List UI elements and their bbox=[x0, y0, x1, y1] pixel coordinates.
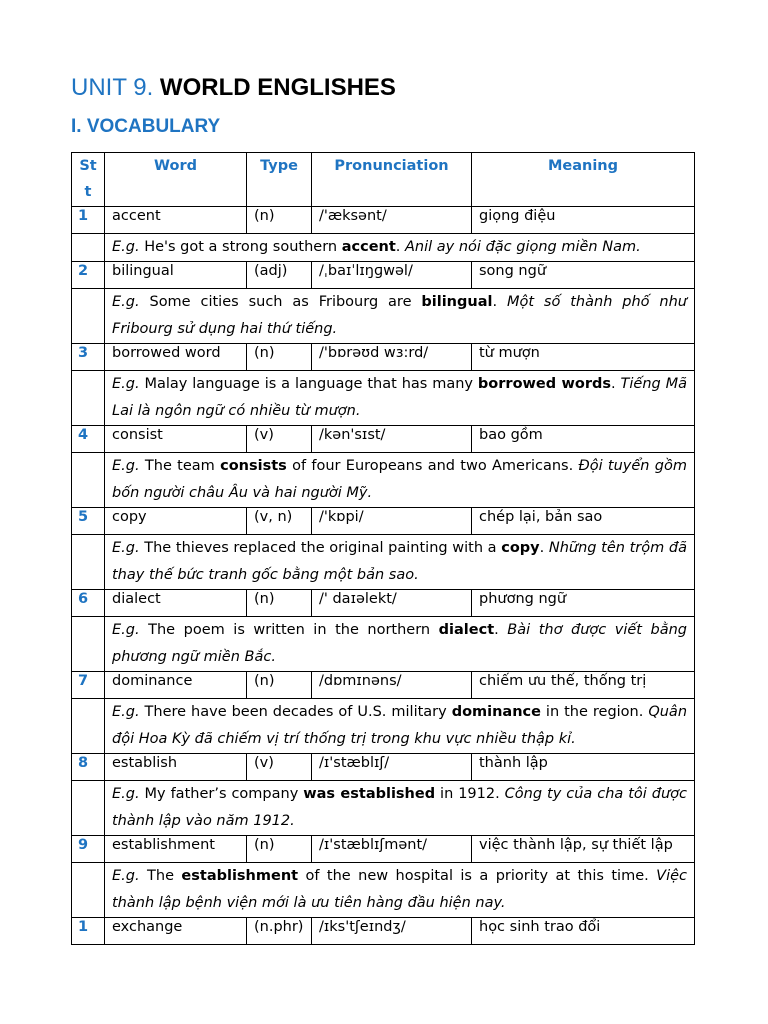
example-text-start: He's got a strong southern bbox=[139, 239, 342, 255]
example-spacer bbox=[72, 371, 105, 426]
example-text-end: of four Europeans and two Americans. bbox=[286, 458, 574, 474]
meaning-cell: bao gồm bbox=[472, 426, 695, 453]
header-type: Type bbox=[247, 153, 312, 207]
header-pronunciation: Pronunciation bbox=[312, 153, 472, 207]
example-prefix: E.g. bbox=[112, 458, 140, 474]
example-prefix: E.g. bbox=[112, 868, 140, 884]
example-keyword: bilingual bbox=[421, 294, 493, 310]
pronunciation-cell: /'æksənt/ bbox=[312, 207, 472, 234]
example-row bbox=[72, 289, 695, 344]
row-number: 5 bbox=[72, 508, 105, 535]
table-row bbox=[72, 672, 695, 699]
row-number: 2 bbox=[72, 262, 105, 289]
example-text-start: The thieves replaced the original painting with a bbox=[139, 540, 502, 556]
header-meaning: Meaning bbox=[472, 153, 695, 207]
row-number: 7 bbox=[72, 672, 105, 699]
row-number: 9 bbox=[72, 836, 105, 863]
unit-name: WORLD ENGLISHES bbox=[159, 74, 396, 101]
example-translation: Một số thành phố như Fribourg sử dụng hai thứ tiếng. bbox=[112, 294, 687, 337]
type-cell: (v) bbox=[247, 426, 312, 453]
row-number: 1 bbox=[72, 207, 105, 234]
example-translation: Quân đội Hoa Kỳ đã chiếm vị trí thống trị trong khu vực nhiều thập kỉ. bbox=[112, 704, 688, 747]
pronunciation-cell: /ˌbaɪˈlɪŋɡwəl/ bbox=[312, 262, 472, 289]
pronunciation-cell: /'kɒpi/ bbox=[312, 508, 472, 535]
word-cell: establishment bbox=[105, 836, 247, 863]
type-cell: (adj) bbox=[247, 262, 312, 289]
type-cell: (v, n) bbox=[247, 508, 312, 535]
type-cell: (v) bbox=[247, 754, 312, 781]
example-keyword: borrowed words bbox=[477, 376, 611, 392]
example-cell bbox=[105, 535, 695, 590]
example-text-end: . bbox=[539, 540, 545, 556]
meaning-cell: song ngữ bbox=[472, 262, 695, 289]
type-cell: (n) bbox=[247, 836, 312, 863]
row-number: 3 bbox=[72, 344, 105, 371]
example-prefix: E.g. bbox=[112, 376, 140, 392]
table-row bbox=[72, 836, 695, 863]
example-keyword: was established bbox=[303, 786, 436, 802]
pronunciation-cell: /ɪ'stæblɪʃmənt/ bbox=[312, 836, 472, 863]
example-translation: Anil ay nói đặc giọng miền Nam. bbox=[400, 239, 641, 255]
word-cell: accent bbox=[105, 207, 247, 234]
example-text-end: . bbox=[611, 376, 616, 392]
example-text-start: Malay language is a language that has many bbox=[139, 376, 478, 392]
example-prefix: E.g. bbox=[112, 786, 140, 802]
example-text-end: in 1912. bbox=[435, 786, 500, 802]
word-cell: exchange bbox=[105, 918, 247, 945]
word-cell: dialect bbox=[105, 590, 247, 617]
row-number: 4 bbox=[72, 426, 105, 453]
row-number: 1 bbox=[72, 918, 105, 945]
word-cell: consist bbox=[105, 426, 247, 453]
example-row bbox=[72, 617, 695, 672]
table-row bbox=[72, 590, 695, 617]
pronunciation-cell: /ɪks'tʃeɪndʒ/ bbox=[312, 918, 472, 945]
type-cell: (n) bbox=[247, 672, 312, 699]
example-spacer bbox=[72, 453, 105, 508]
example-row bbox=[72, 863, 695, 918]
example-text-start: My father’s company bbox=[139, 786, 304, 802]
example-cell bbox=[105, 781, 695, 836]
example-keyword: dialect bbox=[438, 622, 495, 638]
example-cell bbox=[105, 234, 695, 262]
table-row bbox=[72, 207, 695, 234]
section-title: I. VOCABULARY bbox=[71, 116, 221, 137]
example-cell bbox=[105, 617, 695, 672]
example-row bbox=[72, 453, 695, 508]
table-header-row bbox=[72, 153, 695, 207]
row-number: 6 bbox=[72, 590, 105, 617]
example-prefix: E.g. bbox=[112, 540, 140, 556]
pronunciation-cell: /dɒmɪnəns/ bbox=[312, 672, 472, 699]
meaning-cell: học sinh trao đổi bbox=[472, 918, 695, 945]
example-text-end: . bbox=[494, 622, 499, 638]
example-translation: Những tên trộm đã thay thế bức tranh gốc bằng một bản sao. bbox=[112, 540, 688, 583]
example-row bbox=[72, 699, 695, 754]
example-keyword: dominance bbox=[451, 704, 541, 720]
example-text-start: The poem is written in the northern bbox=[139, 622, 439, 638]
table-row bbox=[72, 508, 695, 535]
meaning-cell: giọng điệu bbox=[472, 207, 695, 234]
example-spacer bbox=[72, 699, 105, 754]
example-prefix: E.g. bbox=[112, 239, 140, 255]
example-keyword: establishment bbox=[181, 868, 299, 884]
meaning-cell: thành lập bbox=[472, 754, 695, 781]
meaning-cell: từ mượn bbox=[472, 344, 695, 371]
pronunciation-cell: /' daɪəlekt/ bbox=[312, 590, 472, 617]
header-word: Word bbox=[105, 153, 247, 207]
row-number: 8 bbox=[72, 754, 105, 781]
example-spacer bbox=[72, 617, 105, 672]
type-cell: (n) bbox=[247, 590, 312, 617]
example-spacer bbox=[72, 234, 105, 262]
pronunciation-cell: /'bɒrəʊd wɜ:rd/ bbox=[312, 344, 472, 371]
example-text-start: The bbox=[139, 868, 182, 884]
example-cell bbox=[105, 699, 695, 754]
meaning-cell: chiếm ưu thế, thống trị bbox=[472, 672, 695, 699]
table-row bbox=[72, 754, 695, 781]
example-row bbox=[72, 234, 695, 262]
example-spacer bbox=[72, 863, 105, 918]
example-cell bbox=[105, 453, 695, 508]
type-cell: (n.phr) bbox=[247, 918, 312, 945]
pronunciation-cell: /ɪ'stæblɪʃ/ bbox=[312, 754, 472, 781]
table-row bbox=[72, 262, 695, 289]
vocabulary-table bbox=[71, 152, 695, 945]
example-text-end: . bbox=[492, 294, 498, 310]
example-translation: Tiếng Mã Lai là ngôn ngữ có nhiều từ mượn. bbox=[112, 376, 688, 419]
example-spacer bbox=[72, 781, 105, 836]
example-keyword: accent bbox=[341, 239, 396, 255]
meaning-cell: phương ngữ bbox=[472, 590, 695, 617]
example-keyword: consists bbox=[220, 458, 287, 474]
example-row bbox=[72, 535, 695, 590]
example-row bbox=[72, 781, 695, 836]
example-prefix: E.g. bbox=[112, 704, 140, 720]
example-prefix: E.g. bbox=[112, 294, 140, 310]
example-translation: Đội tuyển gồm bốn người châu Âu và hai người Mỹ. bbox=[112, 458, 687, 501]
meaning-cell: chép lại, bản sao bbox=[472, 508, 695, 535]
example-text-end: in the region. bbox=[540, 704, 644, 720]
unit-title bbox=[71, 74, 396, 102]
example-translation: Việc thành lập bệnh viện mới là ưu tiên hàng đầu hiện nay. bbox=[112, 868, 688, 911]
table-row bbox=[72, 918, 695, 945]
example-spacer bbox=[72, 535, 105, 590]
word-cell: borrowed word bbox=[105, 344, 247, 371]
table-row bbox=[72, 426, 695, 453]
meaning-cell: việc thành lập, sự thiết lập bbox=[472, 836, 695, 863]
example-cell bbox=[105, 863, 695, 918]
vocabulary-table-body bbox=[72, 207, 695, 945]
example-translation: Công ty của cha tôi được thành lập vào năm 1912. bbox=[112, 786, 687, 829]
pronunciation-cell: /kən'sɪst/ bbox=[312, 426, 472, 453]
example-text-start: The team bbox=[139, 458, 221, 474]
example-text-end: . bbox=[395, 239, 401, 255]
example-text-end: of the new hospital is a priority at this time. bbox=[298, 868, 649, 884]
example-prefix: E.g. bbox=[112, 622, 140, 638]
example-cell bbox=[105, 371, 695, 426]
header-stt: St t bbox=[72, 153, 105, 207]
example-text-start: There have been decades of U.S. military bbox=[139, 704, 452, 720]
unit-number: UNIT 9. bbox=[71, 74, 154, 101]
type-cell: (n) bbox=[247, 344, 312, 371]
example-text-start: Some cities such as Fribourg are bbox=[139, 294, 422, 310]
word-cell: dominance bbox=[105, 672, 247, 699]
word-cell: establish bbox=[105, 754, 247, 781]
word-cell: bilingual bbox=[105, 262, 247, 289]
example-spacer bbox=[72, 289, 105, 344]
example-row bbox=[72, 371, 695, 426]
example-translation: Bài thơ được viết bằng phương ngữ miền Bắc. bbox=[112, 622, 688, 665]
example-keyword: copy bbox=[501, 540, 540, 556]
type-cell: (n) bbox=[247, 207, 312, 234]
example-cell bbox=[105, 289, 695, 344]
word-cell: copy bbox=[105, 508, 247, 535]
table-row bbox=[72, 344, 695, 371]
